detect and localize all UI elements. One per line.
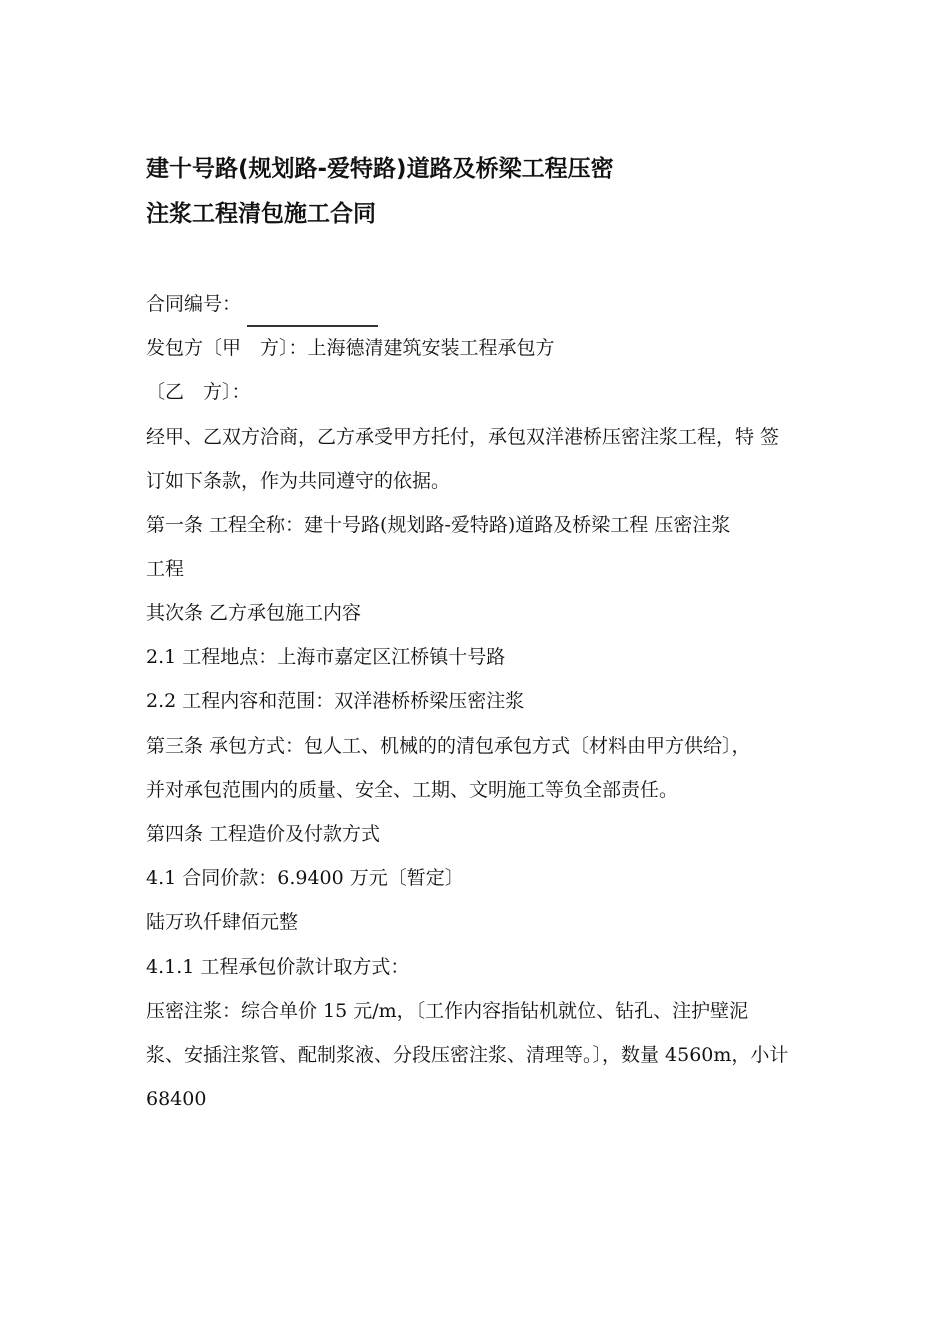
document-title-line-2: 注浆工程清包施工合同	[146, 201, 376, 227]
article-3-line-1: 第三条 承包方式：包人工、机械的的清包承包方式〔材料由甲方供给〕，	[146, 735, 751, 757]
grouting-line-3: 68400	[146, 1088, 207, 1110]
contract-number-label: 合同编号：	[146, 293, 242, 315]
article-3-line-2: 并对承包范围内的质量、安全、工期、文明施工等负全部责任。	[146, 779, 679, 801]
contract-number-underline	[247, 325, 378, 327]
grouting-line-1: 压密注浆：综合单价 15 元/m，〔工作内容指钻机就位、钻孔、注护壁泥	[146, 1000, 749, 1022]
intro-line-2: 订如下条款，作为共同遵守的依据。	[146, 470, 451, 492]
article-4-heading: 第四条 工程造价及付款方式	[146, 823, 381, 845]
article-2-2: 2.2 工程内容和范围：双洋港桥桥梁压密注浆	[146, 690, 525, 712]
article-4-1-1: 4.1.1 工程承包价款计取方式：	[146, 956, 410, 978]
article-1-line-2: 工程	[146, 558, 185, 580]
party-a-line: 发包方〔甲 方〕：上海德清建筑安装工程承包方	[146, 337, 555, 359]
article-2-1: 2.1 工程地点：上海市嘉定区江桥镇十号路	[146, 646, 506, 668]
article-1-line-1: 第一条 工程全称：建十号路(规划路-爱特路)道路及桥梁工程 压密注浆	[146, 514, 731, 536]
intro-line-1: 经甲、乙双方洽商，乙方承受甲方托付，承包双洋港桥压密注浆工程，特 签	[146, 426, 780, 448]
document-title-line-1: 建十号路(规划路-爱特路)道路及桥梁工程压密	[146, 156, 614, 182]
party-b-line: 〔乙 方〕：	[146, 381, 251, 403]
article-2-heading: 其次条 乙方承包施工内容	[146, 602, 362, 624]
article-4-1-amount-words: 陆万玖仟肆佰元整	[146, 911, 299, 933]
article-4-1: 4.1 合同价款：6.9400 万元〔暂定〕	[146, 867, 464, 889]
grouting-line-2: 浆、安插注浆管、配制浆液、分段压密注浆、清理等。〕，数量 4560m，小计	[146, 1044, 789, 1066]
